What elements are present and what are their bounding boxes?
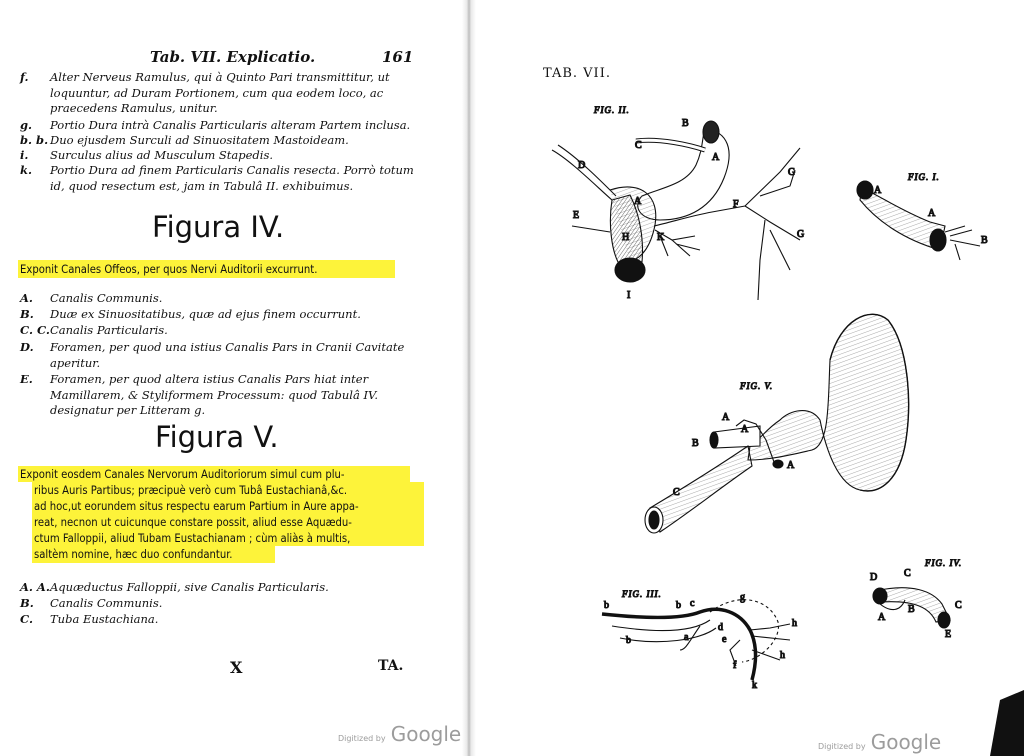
entry-key: b. b.	[20, 133, 49, 147]
fig2-label-e: E	[573, 210, 580, 221]
entry-key: k.	[20, 163, 32, 177]
entry-key: g.	[20, 118, 33, 132]
item-text: Aquæductus Falloppii, sive Canalis Particularis.	[50, 580, 329, 594]
item-text: Canalis Communis.	[50, 291, 163, 305]
item-key: B.	[20, 307, 34, 321]
item-text: Canalis Particularis.	[50, 323, 168, 337]
fig2-label-g: G	[788, 167, 796, 178]
fig3-label-a: a	[684, 632, 689, 643]
figure-v-caption-line: ribus Auris Partibus; præcipuè verò cum Tubâ Eustachianâ,&c.	[34, 484, 348, 497]
google-logo: Google	[390, 722, 462, 746]
fig5-label-a2: A	[741, 424, 749, 435]
entry-key: i.	[20, 148, 29, 162]
fig3-label-h2: h	[780, 650, 785, 661]
fig2-label-i: I	[627, 290, 631, 301]
fig4-drawing	[870, 558, 962, 640]
fig1-label-b: B	[981, 235, 988, 246]
fig2-label-f: F	[733, 199, 739, 210]
figure-v-caption-line: saltèm nomine, hæc duo confundantur.	[34, 548, 233, 561]
fig5-label-a3: A	[787, 460, 795, 471]
fig1-label-a: A	[874, 185, 882, 196]
fig3-label-e: e	[722, 634, 727, 645]
fig4-label-e: E	[945, 629, 952, 640]
fig5-label-b: B	[692, 438, 699, 449]
fig2-label-h: H	[622, 232, 630, 243]
fig3-label-b: b	[604, 600, 609, 611]
fig4-label-d: D	[870, 572, 878, 583]
item-key: A. A.	[20, 580, 50, 594]
fig2-label-a: A	[712, 152, 720, 163]
entry-text: Portio Dura intrà Canalis Particularis alteram Partem inclusa.	[50, 118, 411, 132]
fig3-label-k: k	[752, 680, 757, 691]
fig3-drawing	[602, 589, 797, 691]
fig2-label-b: B	[682, 118, 689, 129]
fig2-caption: FIG. II.	[594, 105, 630, 115]
fig3-caption: FIG. III.	[622, 589, 662, 599]
fig3-label-h: h	[792, 618, 797, 629]
scan-corner-artifact	[990, 690, 1024, 756]
fig3-label-c: c	[690, 598, 695, 609]
fig4-label-a: A	[878, 612, 886, 623]
item-text: Duæ ex Sinuositatibus, quæ ad ejus finem occurrunt.	[50, 307, 361, 321]
item-key: A.	[20, 291, 33, 305]
fig2-label-d: D	[578, 160, 586, 171]
fig1-drawing	[857, 172, 988, 260]
entry-text: Surculus alius ad Musculum Stapedis.	[50, 148, 274, 162]
fig3-label-g: g	[740, 592, 745, 603]
fig4-label-c2: C	[955, 600, 962, 611]
fig5-label-c: C	[673, 487, 680, 498]
fig3-label-d: d	[718, 622, 723, 633]
fig2-drawing	[552, 105, 804, 301]
fig5-caption: FIG. V.	[740, 381, 774, 391]
item-text: Canalis Communis.	[50, 596, 163, 610]
figure-v-title: Figura V.	[155, 420, 279, 454]
item-text: Tuba Eustachiana.	[50, 612, 159, 626]
fig4-label-b: B	[908, 604, 915, 615]
fig2-label-g2: G	[797, 229, 805, 240]
entry-key: f.	[20, 70, 29, 84]
fig2-label-a2: A	[634, 196, 642, 207]
fig1-label-a2: A	[928, 208, 936, 219]
figure-v-caption-line: ctum Falloppii, aliud Tubam Eustachianam ; cùm aliàs à multis,	[34, 532, 351, 545]
entry-text: Alter Nerveus Ramulus, qui à Quinto Pari transmittitur, ut loquuntur, ad Duram Portionem, cum qua eodem loco, ac praecedens Ramulus, unitur.	[50, 70, 390, 115]
google-logo: Google	[870, 730, 942, 754]
figure-v-caption-line: reat, necnon ut cuicunque constare possit, aliud esse Aquædu-	[34, 516, 352, 529]
entry-text: Portio Dura ad finem Particularis Canalis resecta. Porrò totum id, quod resectum est, jam in Tabulâ II. exhibuimus.	[50, 163, 414, 193]
item-key: E.	[20, 372, 33, 386]
fig3-label-b3: b	[626, 635, 631, 646]
fig2-label-c: C	[635, 140, 642, 151]
signature-mark: X	[230, 658, 243, 677]
item-key: D.	[20, 340, 34, 354]
fig5-label-a: A	[722, 412, 730, 423]
fig3-label-f: f	[733, 660, 737, 671]
item-text: Foramen, per quod una istius Canalis Pars in Cranii Cavitate aperitur.	[50, 340, 405, 370]
item-key: B.	[20, 596, 34, 610]
item-key: C.	[20, 612, 33, 626]
watermark-prefix: Digitized by	[338, 734, 386, 743]
fig5-drawing	[645, 314, 909, 533]
item-text: Foramen, per quod altera istius Canalis Pars hiat inter Mamillarem, & Styliformem Processum: quod Tabulâ IV. designatur per Litteram g.	[50, 372, 378, 417]
figure-iv-caption: Exponit Canales Offeos, per quos Nervi Auditorii excurrunt.	[20, 263, 318, 276]
fig3-label-b2: b	[676, 600, 681, 611]
watermark-prefix: Digitized by	[818, 742, 866, 751]
entry-text: Duo ejusdem Surculi ad Sinuositatem Mastoideam.	[50, 133, 349, 147]
figure-v-caption-line: ad hoc,ut eorundem situs respectu earum Partium in Aure appa-	[34, 500, 359, 513]
item-key: C. C.	[20, 323, 50, 337]
running-head: Tab. VII. Explicatio.	[150, 48, 316, 66]
fig4-caption: FIG. IV.	[925, 558, 963, 568]
plate-title: TAB. VII.	[543, 66, 611, 81]
page-number: 161	[382, 48, 414, 66]
catchword: TA.	[378, 658, 404, 674]
fig1-caption: FIG. I.	[908, 172, 940, 182]
figure-iv-title: Figura IV.	[152, 210, 285, 244]
google-watermark-right	[818, 730, 941, 754]
figure-v-caption-line: Exponit eosdem Canales Nervorum Auditoriorum simul cum plu-	[20, 468, 345, 481]
fig2-label-k: K	[657, 232, 665, 243]
fig4-label-c: C	[904, 568, 911, 579]
